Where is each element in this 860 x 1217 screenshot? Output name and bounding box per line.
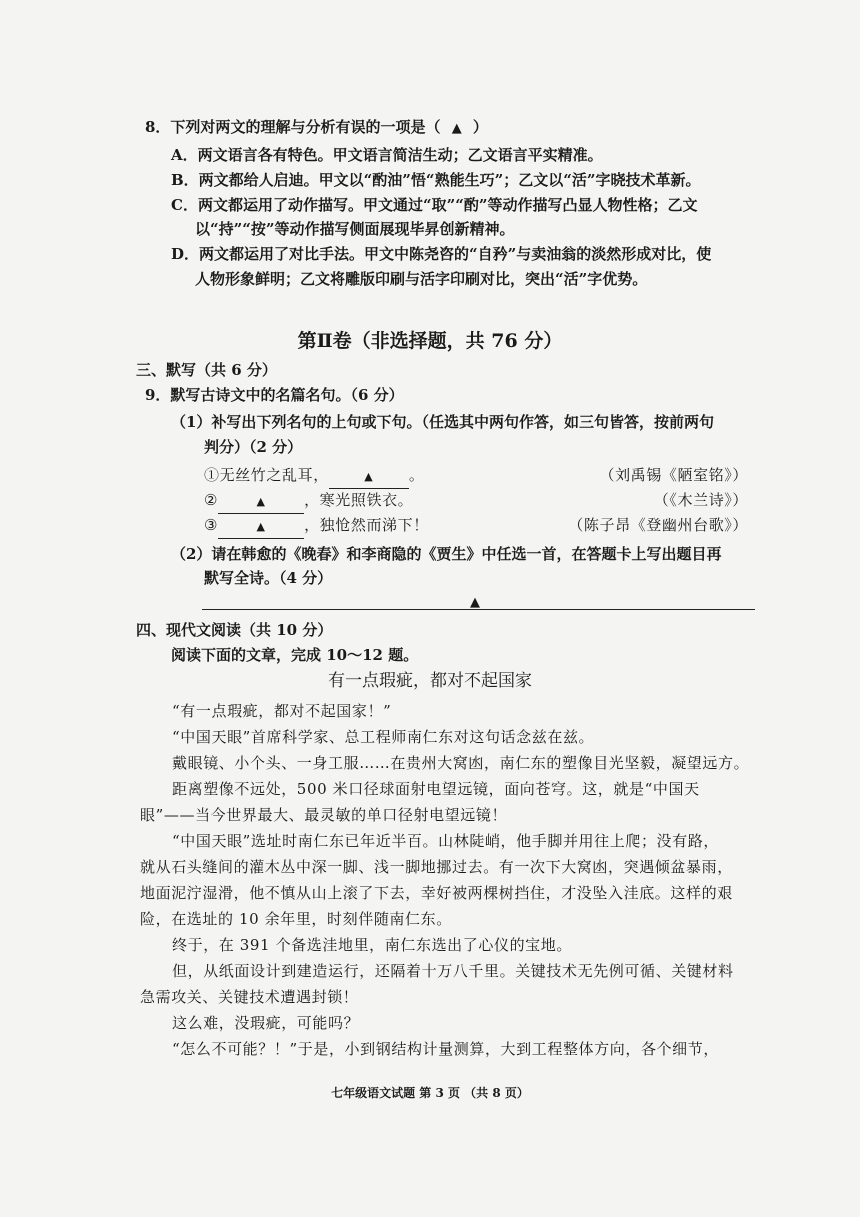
fill-item-3-source: （陈子昂《登幽州台歌》） (568, 516, 748, 534)
q8-stem: 8．下列对两文的理解与分析有误的一项是（ ▲ ） (145, 118, 488, 136)
q8-option-b: B．两文都给人启迪。甲文以“酌油”悟“熟能生巧”；乙文以“活”字晓技术革新。 (171, 171, 701, 189)
fill-blank-2[interactable]: ▲ (218, 489, 304, 514)
section-4-heading: 四、现代文阅读（共 10 分） (136, 621, 333, 639)
q9-sub2: （2）请在韩愈的《晚春》和李商隐的《贾生》中任选一首，在答题卡上写出题目再 (171, 545, 722, 563)
q8-option-d: D．两文都运用了对比手法。甲文中陈尧咨的“自矜”与卖油翁的淡然形成对比，使 (171, 245, 712, 263)
page-footer: 七年级语文试题 第 3 页 （共 8 页） (331, 1086, 529, 1100)
q8-option-c: C．两文都运用了动作描写。甲文通过“取”“酌”等动作描写凸显人物性格；乙文 (171, 196, 698, 214)
article-line: 就从石头缝间的灌木丛中深一脚、浅一脚地挪过去。有一次下大窝凼，突遇倾盆暴雨， (140, 858, 733, 876)
article-line: 眼”——当今世界最大、最灵敏的单口径射电望远镜！ (140, 806, 508, 824)
q9-sub2-cont: 默写全诗。（4 分） (204, 569, 333, 587)
article-line: 这么难，没瑕疵，可能吗？ (172, 1014, 360, 1032)
article-line: 地面泥泞湿滑，他不慎从山上滚了下去，幸好被两棵树挡住，才没坠入洼底。这样的艰 (140, 884, 733, 902)
answer-line[interactable] (202, 609, 755, 610)
article-title: 有一点瑕疵，都对不起国家 (328, 671, 532, 691)
article-line: 但，从纸面设计到建造运行，还隔着十万八千里。关键技术无先例可循、关键材料 (172, 962, 734, 980)
fill-item-1-source: （刘禹锡《陋室铭》） (599, 466, 748, 484)
article-line: 险，在选址的 10 余年里，时刻伴随南仁东。 (140, 910, 452, 928)
q9-stem: 9．默写古诗文中的名篇名句。（6 分） (145, 386, 404, 404)
q8-option-d-cont: 人物形象鲜明；乙文将雕版印刷与活字印刷对比，突出“活”字优势。 (195, 270, 648, 288)
section-3-heading: 三、默写（共 6 分） (136, 361, 277, 379)
article-line: “中国天眼”选址时南仁东已年近半百。山林陡峭，他手脚并用往上爬；没有路， (172, 832, 719, 850)
fill-item-3: ③ ▲ ，独怆然而涕下！ (204, 514, 429, 539)
q8-option-a: A．两文语言各有特色。甲文语言简洁生动；乙文语言平实精准。 (171, 146, 603, 164)
fill-item-2-source: （《木兰诗》） (653, 491, 748, 509)
q8-option-c-cont: 以“持”“按”等动作描写侧面展现毕昇创新精神。 (195, 220, 515, 238)
q9-sub1: （1）补写出下列名句的上句或下句。（任选其中两句作答，如三句皆答，按前两句 (171, 413, 714, 431)
answer-mark-triangle: ▲ (470, 595, 480, 610)
part-2-title: 第Ⅱ卷（非选择题，共 76 分） (297, 330, 563, 352)
article-line: “有一点瑕疵，都对不起国家！” (172, 702, 392, 720)
article-line: “中国天眼”首席科学家、总工程师南仁东对这句话念兹在兹。 (172, 728, 595, 746)
fill-blank-1[interactable]: ▲ (329, 464, 409, 489)
q9-sub1-cont: 判分）（2 分） (204, 438, 303, 456)
fill-item-1: ①无丝竹之乱耳， ▲ 。 (204, 464, 424, 489)
answer-mark-triangle: ▲ (451, 121, 462, 136)
reading-instruction: 阅读下面的文章，完成 10～12 题。 (171, 646, 419, 664)
fill-item-2: ② ▲ ，寒光照铁衣。 (204, 489, 413, 514)
article-line: 急需攻关、关键技术遭遇封锁！ (140, 988, 359, 1006)
article-line: “怎么不可能？！”于是，小到钢结构计量测算，大到工程整体方向，各个细节， (172, 1040, 719, 1058)
article-line: 终于，在 391 个备选洼地里，南仁东选出了心仪的宝地。 (172, 936, 572, 954)
fill-blank-3[interactable]: ▲ (218, 514, 304, 539)
article-line: 戴眼镜、小个头、一身工服……在贵州大窝凼，南仁东的塑像目光坚毅，凝望远方。 (172, 754, 750, 772)
article-line: 距离塑像不远处，500 米口径球面射电望远镜，面向苍穹。这，就是“中国天 (172, 780, 700, 798)
